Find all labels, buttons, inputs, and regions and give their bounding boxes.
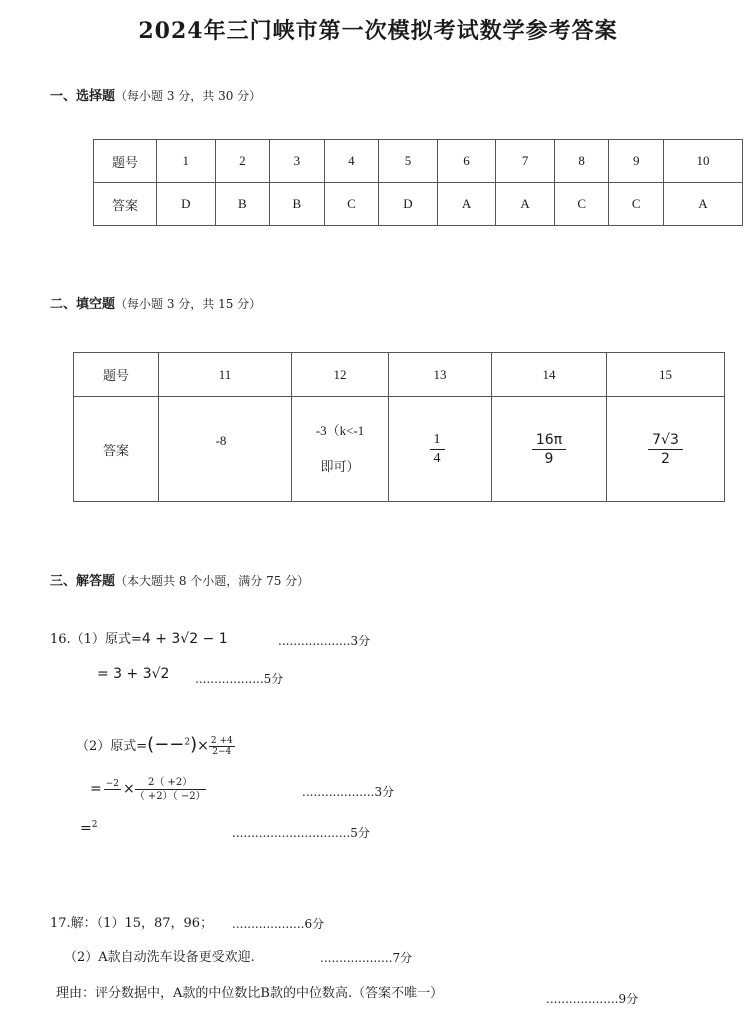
answer-cell: C [554,183,609,226]
answer-12-line2: 即可） [320,459,360,474]
q-number-cell: 9 [609,140,664,183]
section2-header [50,293,261,312]
q-number-cell: 7 [496,140,555,183]
q-number-cell: 4 [324,140,379,183]
q16-p1-label: 16.（1）原式= [50,632,142,647]
q16-p2-label: （2）原式= [76,739,148,754]
answer-cell: C [324,183,379,226]
q16-p2-score3: ...............................5分 [232,826,370,840]
q17-score3: ...................9分 [546,992,639,1006]
q16-p2-line3 [80,820,97,836]
q-number-cell: 1 [157,140,216,183]
answer-cell [607,397,725,502]
q-number-cell: 11 [159,353,292,397]
q17-line1: 17.解：（1）15，87，96； [50,916,214,931]
answer-cell: B [215,183,270,226]
table-row [94,183,743,226]
q16-p1-line1 [50,628,228,647]
row-label-answer: 答案 [74,397,159,502]
section1-header [50,85,261,104]
q16-p2-fraction-den: 2−4 [212,747,232,757]
q16-p2-l2-fraction-num: 2（ +2） [135,776,206,790]
q17-line3: 理由：评分数据中，A款的中位数比B款的中位数高.（答案不唯一） [56,986,444,1001]
q-number-cell: 3 [270,140,325,183]
q16-p2-l2-fraction-den: （ +2）（ −2） [134,791,206,802]
page-title: 2024年三门峡市第一次模拟考试数学参考答案 [138,18,618,44]
answer-15-fraction [648,432,683,467]
row-label-answer: 答案 [94,183,157,226]
q16-p1-line2: = 3 + 3√2 [97,666,170,682]
answer-14-denominator: 9 [544,450,554,467]
q16-p1-expr: 4 + 3√2 − 1 [141,631,228,647]
q16-p2-sup: 2 [184,737,191,748]
section1-heading: 一、选择题 [50,89,116,104]
section3-header [50,570,309,589]
answer-cell: C [609,183,664,226]
q16-p2-close: ) [190,734,198,755]
q16-p2-l2-eq: = [90,781,102,797]
answer-cell [292,397,389,502]
answer-cell [389,397,492,502]
q-number-cell: 12 [292,353,389,397]
answer-cell: A [437,183,496,226]
q17-score1: ...................6分 [232,917,325,931]
q-number-cell: 13 [389,353,492,397]
section1-note: （每小题 3 分，共 30 分） [115,89,262,103]
answer-11: -8 [215,433,227,448]
answer-15-denominator: 2 [661,450,670,467]
choice-answer-table [93,139,743,226]
q-number-cell: 14 [492,353,607,397]
q16-p2-l2-first-den [104,790,121,800]
q16-p1-score1: ...................3分 [278,634,371,648]
answer-cell [492,397,607,502]
q16-p1-score2: ..................5分 [195,672,284,686]
q16-p2-fraction [209,736,235,757]
q-number-cell: 10 [663,140,742,183]
q16-p2-l3-eq: = [80,820,92,837]
q16-p2-line2 [90,776,206,803]
q16-p2-l2-fraction [135,776,206,803]
q16-p2-open: (−− [147,734,185,755]
q16-p2-l2-first [104,779,121,800]
q17-score2: ...................7分 [320,951,413,965]
q16-p2-line1 [76,734,235,757]
section3-heading: 三、解答题 [50,574,116,589]
fill-answer-table [73,352,725,502]
answer-cell: A [663,183,742,226]
table-row [94,140,743,183]
q-number-cell: 6 [437,140,496,183]
q-number-cell: 15 [607,353,725,397]
section2-note: （每小题 3 分，共 15 分） [115,297,262,311]
q17-line2: （2）A款自动洗车设备更受欢迎. [64,950,255,965]
answer-cell: B [270,183,325,226]
q16-p2-times: × [197,738,209,754]
row-label-number: 题号 [94,140,157,183]
answer-14-numerator: 16π [532,432,566,450]
answer-12-line1: -3（k<-1 [315,423,365,438]
answer-15-numerator: 7√3 [648,432,683,450]
answer-cell [159,397,292,502]
section2-heading: 二、填空题 [50,297,116,312]
answer-14-fraction [532,432,566,467]
section3-note: （本大题共 8 个小题，满分 75 分） [115,574,310,588]
answer-cell: D [379,183,438,226]
q16-p2-l2-times: × [123,781,135,797]
q16-p2-fraction-num: 2 +4 [210,736,233,746]
answer-cell: D [157,183,216,226]
q16-p2-l2-first-num: −2 [105,779,120,789]
q-number-cell: 2 [215,140,270,183]
q-number-cell: 5 [379,140,438,183]
answer-13-denominator: 4 [433,450,441,466]
answer-13-numerator: 1 [430,432,445,450]
table-row [74,353,725,397]
row-label-number: 题号 [74,353,159,397]
q16-p2-score2: ...................3分 [302,785,395,799]
q16-p2-l3-sup: 2 [91,820,98,830]
answer-13-fraction [430,432,445,467]
answer-cell: A [496,183,555,226]
table-row [74,397,725,502]
q-number-cell: 8 [554,140,609,183]
